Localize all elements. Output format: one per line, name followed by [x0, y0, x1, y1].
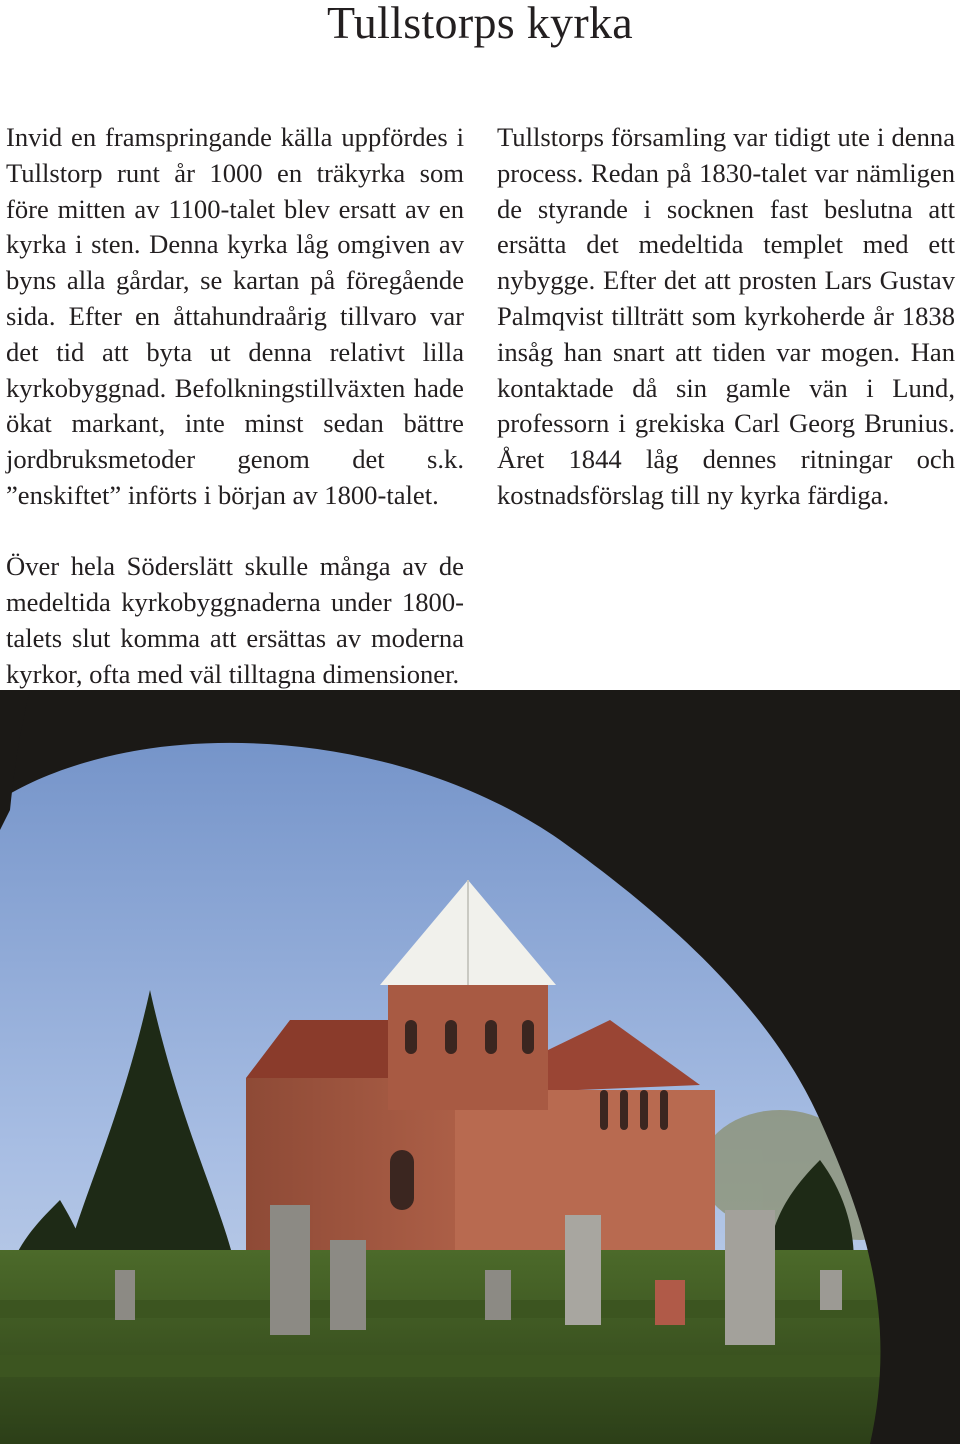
body-paragraph: Tullstorps församling var tidigt ute i denna process. Redan på 1830-talet var nämligen de styrande i socknen fast beslutna att ersätta det medeltida templet med ett nybygge. Efter det att prosten Lars Gustav Palmqvist tillträtt som kyrkoherde år 1838 insåg han snart att tiden var mogen. Han kontaktade då sin gamle vän i Lund, professorn i grekiska Carl Georg Brunius. Året 1844 låg dennes ritningar och kostnadsförslag till ny kyrka färdiga.	[497, 122, 955, 510]
page-title: Tullstorps kyrka	[327, 0, 633, 48]
text-column-right	[497, 120, 955, 514]
body-paragraph: Invid en framspringande källa uppfördes i Tullstorp runt år 1000 en träkyrka som före mitten av 1100-talet blev ersatt av en kyrka i sten. Denna kyrka låg omgiven av byns alla gårdar, se kartan på föregående sida. Efter en åttahundraårig tillvaro var det tid att byta ut denna relativt lilla kyrkobyggnad. Befolkningstillväxten hade ökat markant, inte minst sedan bättre jordbruksmetoder genom det s.k. ”enskiftet” införts i början av 1800-talet.	[6, 122, 464, 510]
text-column-left	[6, 120, 464, 692]
body-paragraph: Över hela Söderslätt skulle många av de medeltida kyrkobyggnaderna under 1800-talets slut komma att ersättas av moderna kyrkor, ofta med väl tilltagna dimensioner.	[6, 551, 464, 689]
church-photo	[0, 690, 960, 1444]
graveyard-ground	[0, 1250, 960, 1444]
